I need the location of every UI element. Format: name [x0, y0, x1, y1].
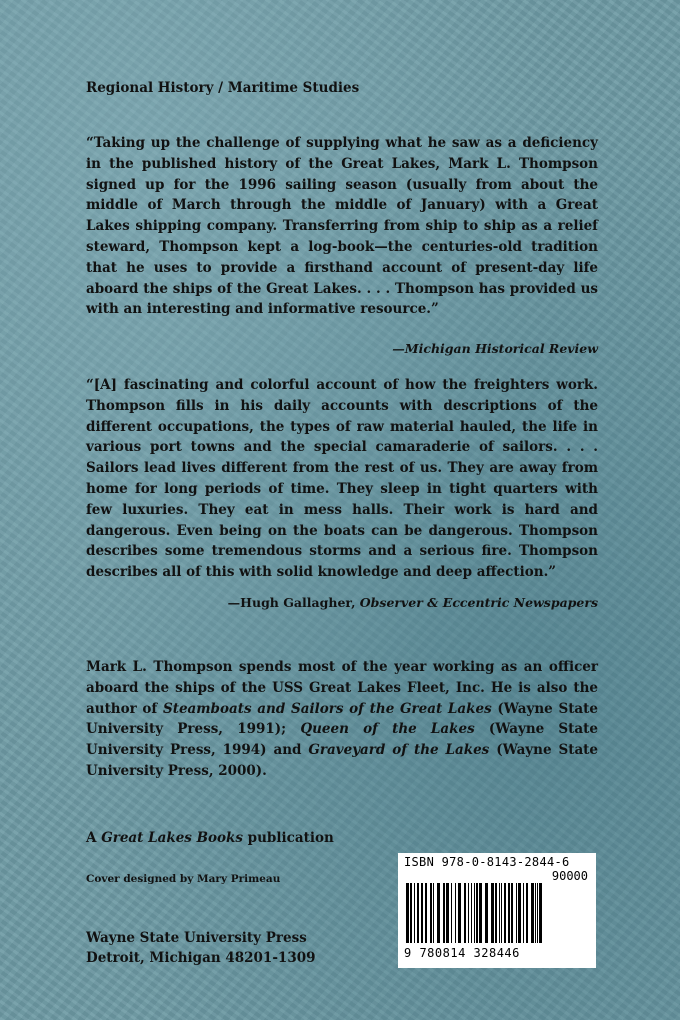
barcode-bar	[539, 883, 542, 943]
barcode-bar	[537, 883, 538, 943]
series-name: Great Lakes Books	[101, 830, 243, 846]
barcode-bar	[495, 883, 497, 943]
review-source-2	[228, 595, 598, 610]
price-code: 90000	[551, 869, 588, 883]
barcode-bar	[523, 883, 524, 943]
barcode-bar	[406, 883, 409, 943]
barcode-bar	[476, 883, 478, 943]
barcode-digits: 9 780814 328446	[404, 946, 520, 960]
barcode-bar	[518, 883, 521, 943]
isbn-barcode	[398, 853, 596, 968]
review-quote-1: “Taking up the challenge of supplying what he saw as a deficiency in the published history of the Great Lakes, Mark L. Thompson signed up for the 1996 sailing season (usually from about the middle of March through the middle of January) with a Great Lakes shipping company. Transferring from ship to ship as a relief steward, Thompson kept a log-book—the centuries-old tradition that he uses to provide a firsthand account of present-day life aboard the ships of the Great Lakes. . . . Thompson has provided us with an interesting and informative resource.”	[86, 135, 598, 318]
barcode-bar	[425, 883, 427, 943]
barcode-bars	[404, 883, 588, 945]
barcode-bar	[504, 883, 506, 943]
barcode-bar	[455, 883, 456, 943]
barcode-bar	[479, 883, 482, 943]
barcode-bar	[516, 883, 517, 943]
barcode-bar	[508, 883, 510, 943]
barcode-bar	[485, 883, 488, 943]
barcode-bar	[433, 883, 434, 943]
publisher-city: Detroit, Michigan 48201-1309	[86, 950, 316, 966]
review-source-1: —Michigan Historical Review	[392, 341, 598, 356]
author-bio: Mark L. Thompson spends most of the year working as an officer aboard the ships of the USS Great Lakes Fleet, Inc. He is also the author of Steamboats and Sailors of the Great Lakes (Wayne State University Press, 1991); Queen of the Lakes (Wayne State University Press, 1994) and Graveyard of the Lakes (Wayne State University Press, 2000).	[86, 659, 599, 779]
review-publication: Observer & Eccentric Newspapers	[359, 595, 598, 610]
book-title: Queen of the Lakes	[300, 721, 475, 738]
barcode-bar	[511, 883, 513, 943]
barcode-bar	[430, 883, 432, 943]
publisher-name: Wayne State University Press	[86, 930, 307, 946]
barcode-bar	[468, 883, 469, 943]
book-title: Graveyard of the Lakes	[308, 742, 490, 759]
barcode-bar	[410, 883, 412, 943]
barcode-bar	[531, 883, 534, 943]
barcode-bar	[458, 883, 461, 943]
book-title: Steamboats and Sailors of the Great Lakes	[162, 700, 492, 717]
barcode-bar	[446, 883, 449, 943]
barcode-bar	[443, 883, 445, 943]
barcode-bar	[474, 883, 475, 943]
barcode-bar	[501, 883, 502, 943]
publisher-address	[86, 928, 316, 968]
barcode-bar	[464, 883, 466, 943]
barcode-bar	[414, 883, 415, 943]
barcode-bar	[421, 883, 423, 943]
barcode-bar	[491, 883, 494, 943]
cover-designer-credit: Cover designed by Mary Primeau	[86, 873, 281, 885]
barcode-bar	[471, 883, 472, 943]
barcode-bar	[499, 883, 500, 943]
barcode-bar	[535, 883, 536, 943]
review-author: —Hugh Gallagher,	[227, 595, 356, 610]
series-line: A Great Lakes Books publication	[86, 830, 334, 846]
isbn-text: ISBN 978-0-8143-2844-6	[404, 855, 570, 869]
barcode-bar	[526, 883, 528, 943]
barcode-bar	[437, 883, 440, 943]
barcode-bar	[451, 883, 452, 943]
review-quote-2: “[A] fascinating and colorful account of how the freighters work. Thompson fills in his daily accounts with descriptions of the different occupations, the types of raw material hauled, the life in various port towns and the special camaraderie of sailors. . . . Sailors lead lives different from the rest of us. They are away from home for long periods of time. They sleep in tight quarters with few luxuries. They eat in mess halls. Their work is hard and dangerous. Even being on the boats can be dangerous. Thompson describes some tremendous storms and a serious fire. Thompson describes all of this with solid knowledge and deep affection.”	[86, 377, 598, 581]
category-label: Regional History / Maritime Studies	[86, 80, 360, 96]
barcode-bar	[417, 883, 419, 943]
